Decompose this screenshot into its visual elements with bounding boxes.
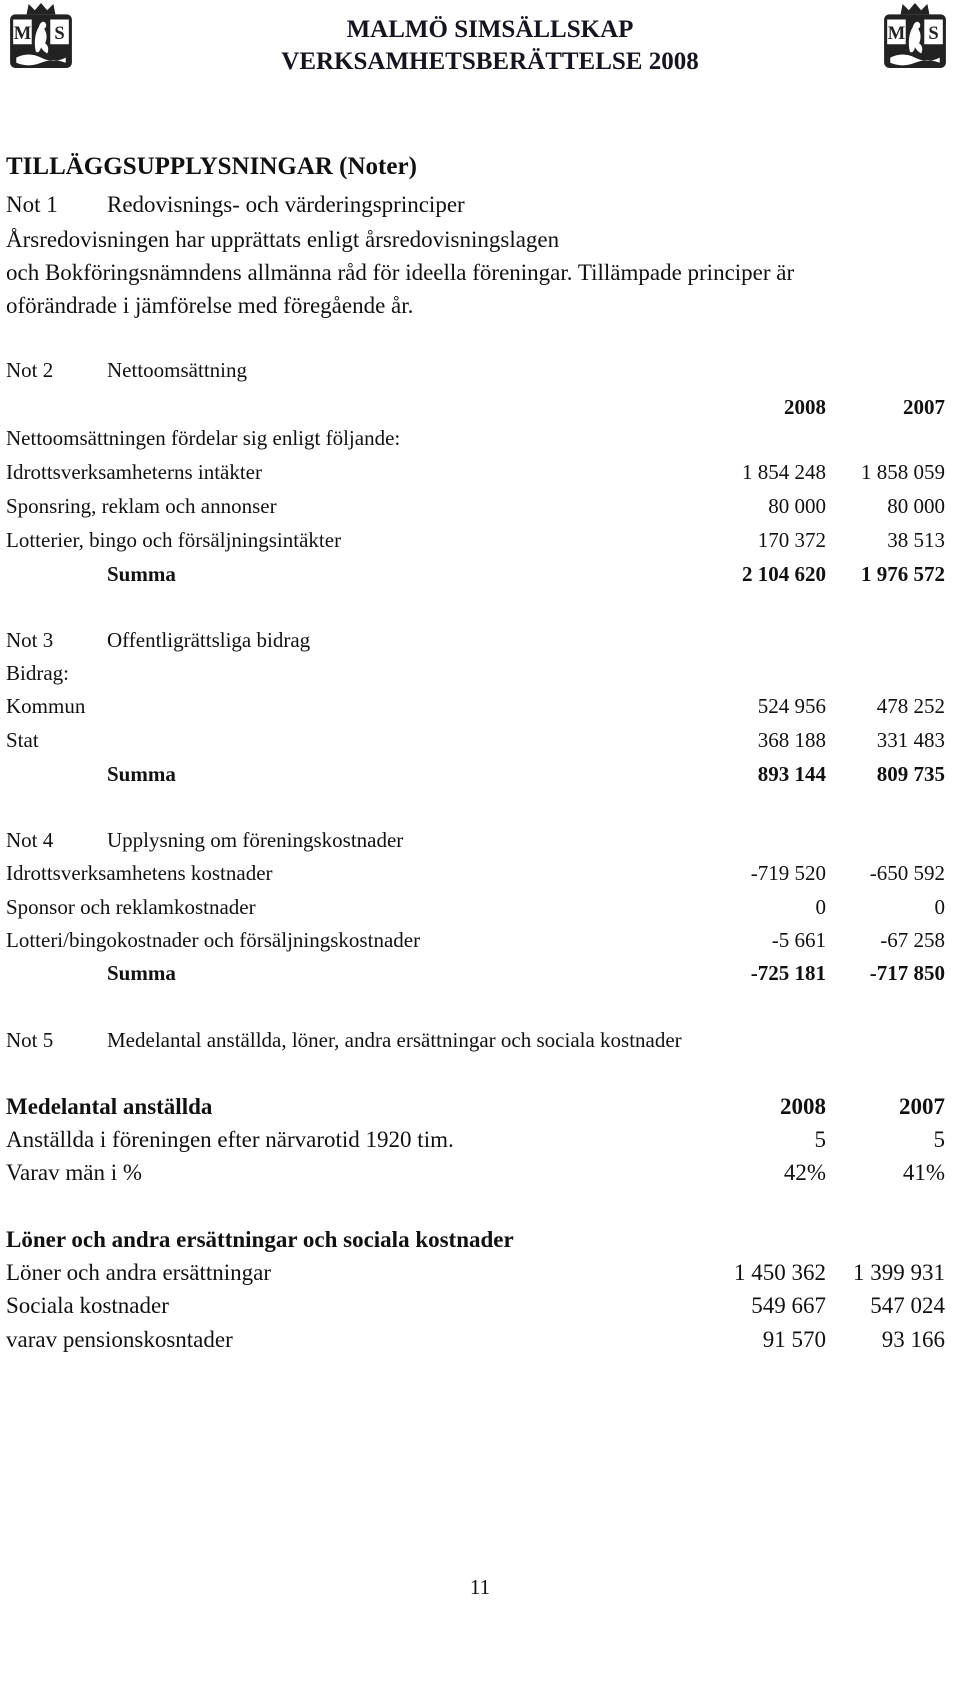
club-crest-icon	[882, 2, 948, 70]
paragraph-line: oförändrade i jämförelse med föregående år.	[6, 293, 414, 318]
value-2008: 170 372	[757, 528, 826, 552]
note-1-text-line	[0, 259, 960, 287]
note-title: Nettoomsättning	[107, 358, 247, 382]
column-header-2008: 2008	[784, 395, 826, 419]
section-heading: Medelantal anställda	[6, 1094, 213, 1119]
total-2008: -725 181	[750, 961, 826, 985]
value-2008: -719 520	[750, 861, 826, 885]
value-2008: 42%	[783, 1160, 826, 1185]
note-2-header	[0, 356, 960, 384]
column-header-2007: 2007	[903, 395, 945, 419]
total-2007: 1 976 572	[861, 562, 945, 586]
intro-text: Bidrag:	[6, 661, 69, 685]
note-title: Offentligrättsliga bidrag	[107, 628, 311, 652]
value-2007: 478 252	[876, 694, 945, 718]
column-header-2008: 2008	[780, 1094, 826, 1119]
svg-text:S: S	[928, 23, 939, 45]
table-row	[0, 1292, 960, 1320]
note-label: Not 3	[6, 628, 54, 652]
row-label: Löner och andra ersättningar	[6, 1260, 272, 1285]
value-2007: -67 258	[880, 928, 945, 952]
value-2008: 549 667	[751, 1293, 826, 1318]
note-title: Upplysning om föreningskostnader	[107, 828, 404, 852]
value-2008: 5	[814, 1127, 826, 1152]
note-intro	[0, 659, 960, 687]
total-label: Summa	[107, 562, 176, 586]
total-row	[0, 560, 960, 588]
row-label: Idrottsverksamhetens kostnader	[6, 861, 273, 885]
total-2008: 893 144	[757, 762, 826, 786]
note-1-text-line	[0, 292, 960, 320]
value-2007: 547 024	[870, 1293, 945, 1318]
note-5-header	[0, 1026, 960, 1054]
note-3-header	[0, 626, 960, 654]
note-label: Not 1	[6, 192, 58, 217]
column-headers	[0, 393, 960, 421]
value-2007: 41%	[902, 1160, 945, 1185]
table-row	[0, 1126, 960, 1154]
page-number: 11	[469, 1575, 491, 1599]
row-label: Varav män i %	[6, 1160, 143, 1185]
value-2008: -5 661	[771, 928, 826, 952]
value-2007: 0	[934, 895, 945, 919]
table-row	[0, 492, 960, 520]
note-4-header	[0, 826, 960, 854]
header-title-club: MALMÖ SIMSÄLLSKAP	[346, 16, 634, 43]
page-title: TILLÄGGSUPPLYSNINGAR (Noter)	[6, 153, 417, 180]
total-2007: 809 735	[876, 762, 945, 786]
row-label: Sponsring, reklam och annonser	[6, 494, 277, 518]
total-row	[0, 760, 960, 788]
row-label: Lotteri/bingokostnader och försäljningskostnader	[6, 928, 421, 952]
note-1-header	[0, 191, 960, 219]
svg-text:M: M	[887, 23, 906, 45]
value-2008: 1 854 248	[742, 460, 826, 484]
table-row	[0, 859, 960, 887]
row-label: Anställda i föreningen efter närvarotid 1920 tim.	[6, 1127, 454, 1152]
paragraph-line: Årsredovisningen har upprättats enligt årsredovisningslagen	[6, 227, 560, 252]
value-2008: 1 450 362	[734, 1260, 826, 1285]
row-label: Sociala kostnader	[6, 1293, 169, 1318]
total-label: Summa	[107, 762, 176, 786]
value-2007: 5	[933, 1127, 945, 1152]
note-label: Not 4	[6, 828, 54, 852]
value-2007: 1 399 931	[853, 1260, 945, 1285]
note-1-text-line	[0, 226, 960, 254]
total-2008: 2 104 620	[742, 562, 826, 586]
salaries-heading-row	[0, 1226, 960, 1254]
note-title: Redovisnings- och värderingsprinciper	[107, 192, 465, 217]
value-2008: 80 000	[768, 494, 826, 518]
table-row	[0, 1159, 960, 1187]
note-label: Not 5	[6, 1028, 54, 1052]
row-label: Sponsor och reklamkostnader	[6, 895, 256, 919]
value-2007: 38 513	[887, 528, 945, 552]
club-crest-icon	[8, 2, 74, 70]
table-row	[0, 726, 960, 754]
note-label: Not 2	[6, 358, 54, 382]
table-row	[0, 526, 960, 554]
value-2007: 93 166	[881, 1327, 945, 1352]
value-2007: 1 858 059	[861, 460, 945, 484]
svg-text:S: S	[54, 23, 65, 45]
value-2008: 0	[815, 895, 826, 919]
employees-heading-row	[0, 1093, 960, 1121]
table-row	[0, 1259, 960, 1287]
total-label: Summa	[107, 961, 176, 985]
table-row	[0, 1326, 960, 1354]
table-row	[0, 458, 960, 486]
table-row	[0, 692, 960, 720]
value-2008: 524 956	[757, 694, 826, 718]
value-2007: 331 483	[876, 728, 945, 752]
note-intro	[0, 424, 960, 452]
row-label: Lotterier, bingo och försäljningsintäkter	[6, 528, 342, 552]
row-label: varav pensionskosntader	[6, 1327, 233, 1352]
total-row	[0, 959, 960, 987]
value-2007: 80 000	[887, 494, 945, 518]
header-title-report: VERKSAMHETSBERÄTTELSE 2008	[281, 48, 699, 75]
row-label: Idrottsverksamheterns intäkter	[6, 460, 262, 484]
section-heading: Löner och andra ersättningar och sociala kostnader	[6, 1227, 514, 1252]
table-row	[0, 893, 960, 921]
table-row	[0, 926, 960, 954]
svg-text:M: M	[13, 23, 32, 45]
intro-text: Nettoomsättningen fördelar sig enligt följande:	[6, 426, 401, 450]
paragraph-line: och Bokföringsnämndens allmänna råd för ideella föreningar. Tillämpade principer är	[6, 260, 795, 285]
total-2007: -717 850	[869, 961, 945, 985]
column-header-2007: 2007	[899, 1094, 945, 1119]
value-2007: -650 592	[869, 861, 945, 885]
value-2008: 91 570	[762, 1327, 826, 1352]
note-title: Medelantal anställda, löner, andra ersättningar och sociala kostnader	[107, 1028, 682, 1052]
row-label: Stat	[6, 728, 39, 752]
row-label: Kommun	[6, 694, 86, 718]
value-2008: 368 188	[757, 728, 826, 752]
